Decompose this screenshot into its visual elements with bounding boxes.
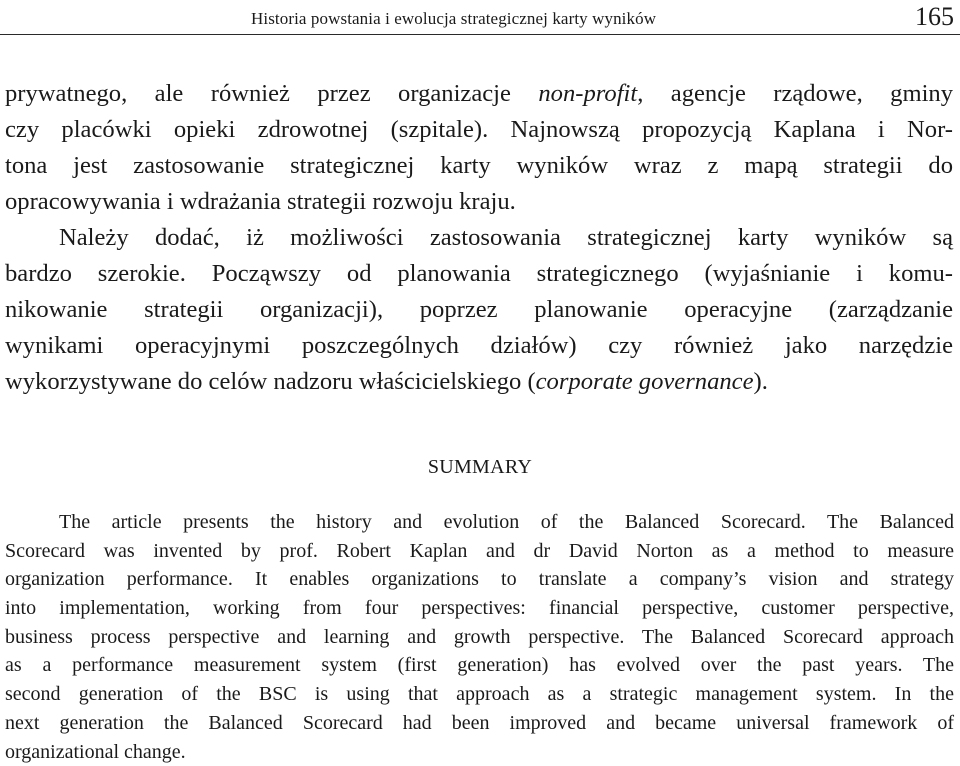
summary-text xyxy=(5,508,954,766)
body-line xyxy=(5,76,953,112)
summary-line: into implementation, working from four perspectives: financial perspective, customer perspective, xyxy=(5,597,954,620)
summary-line: organization performance. It enables organizations to translate a company’s vision and strategy xyxy=(5,568,954,591)
body-line xyxy=(5,256,953,292)
body-text-segment: Należy dodać, iż możliwości zastosowania strategicznej karty wyników są xyxy=(59,224,953,251)
header-rule xyxy=(0,34,960,35)
body-text-segment: bardzo szerokie. Począwszy od planowania strategicznego (wyjaśnianie i komu- xyxy=(5,260,953,287)
running-header xyxy=(0,0,960,40)
summary-line: organizational change. xyxy=(5,740,186,763)
italic-term: corporate governance xyxy=(535,368,754,395)
body-text-segment: opracowywania i wdrażania strategii rozwoju kraju. xyxy=(5,188,516,215)
body-line xyxy=(5,328,953,364)
body-text-segment: czy placówki opieki zdrowotnej (szpitale). Najnowszą propozycją Kaplana i Nor- xyxy=(5,116,953,143)
page-number: 165 xyxy=(915,2,954,31)
body-text-segment: nikowanie strategii organizacji), poprzez planowanie operacyjne (zarządzanie xyxy=(5,296,953,323)
body-text-segment: ). xyxy=(753,368,768,395)
body-text-segment: tona jest zastosowanie strategicznej karty wyników wraz z mapą strategii do xyxy=(5,152,953,179)
body-text-segment: , agencje rządowe, gminy xyxy=(637,80,954,107)
summary-line: next generation the Balanced Scorecard had been improved and became universal framework of xyxy=(5,711,954,734)
body-text xyxy=(5,76,953,400)
summary-line: second generation of the BSC is using that approach as a strategic management system. In the xyxy=(5,683,954,706)
italic-term: non-profit xyxy=(538,80,638,107)
body-line xyxy=(5,220,953,256)
summary-line: as a performance measurement system (first generation) has evolved over the past years. The xyxy=(5,654,954,677)
body-text-segment: wynikami operacyjnymi poszczególnych działów) czy również jako narzędzie xyxy=(5,332,953,359)
body-line xyxy=(5,184,953,220)
summary-line: business process perspective and learning and growth perspective. The Balanced Scorecard approach xyxy=(5,625,954,648)
summary-heading: SUMMARY xyxy=(427,456,533,478)
body-line xyxy=(5,148,953,184)
body-text-segment: wykorzystywane do celów nadzoru właścicielskiego ( xyxy=(5,368,536,395)
summary-line: Scorecard was invented by prof. Robert Kaplan and dr David Norton as a method to measure xyxy=(5,539,954,562)
body-line xyxy=(5,292,953,328)
summary-line: The article presents the history and evolution of the Balanced Scorecard. The Balanced xyxy=(59,511,954,533)
running-title: Historia powstania i ewolucja strategicznej karty wyników xyxy=(251,9,657,28)
body-line xyxy=(5,364,953,400)
body-text-segment: prywatnego, ale również przez organizacje xyxy=(5,80,539,107)
body-line xyxy=(5,112,953,148)
